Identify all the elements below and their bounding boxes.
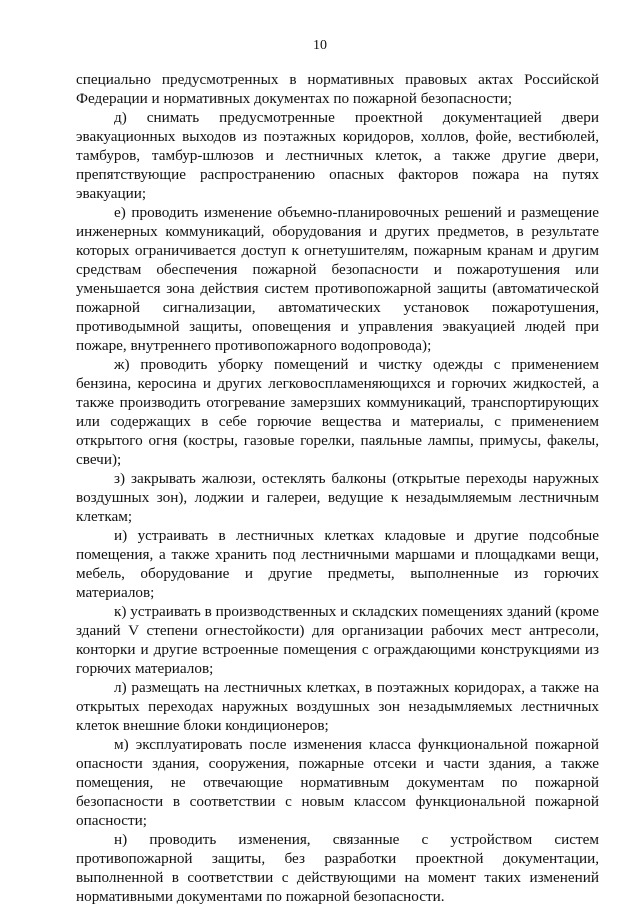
paragraph-item-k: к) устраивать в производственных и складских помещениях зданий (кроме зданий V степени огнестойкости) для организации рабочих мест антресоли, конторки и другие встроенные помещения с ограждающими конструкциями из горючих материалов; — [76, 603, 599, 677]
paragraph-item-m: м) эксплуатировать после изменения класса функциональной пожарной опасности здания, сооружения, пожарные отсеки и части здания, а также помещения, не отвечающие нормативным документам по пожарной безопасности в соответствии с новым классом функциональной пожарной опасности; — [76, 736, 599, 829]
paragraph-item-e: е) проводить изменение объемно-планировочных решений и размещение инженерных коммуникаций, оборудования и других предметов, в результате которых ограничивается доступ к огнетушителям, пожарным кранам и другим средствам обеспечения пожарной безопасности и пожаротушения или уменьшается зона действия систем противопожарной защиты (автоматической пожарной сигнализации, автоматических установок пожаротушения, противодымной защиты, оповещения и управления эвакуацией людей при пожаре, внутреннего противопожарного водопровода); — [76, 204, 599, 354]
paragraph-continuation: специально предусмотренных в нормативных правовых актах Российской Федерации и нормативных документах по пожарной безопасности; — [76, 71, 599, 107]
paragraph-item-z: з) закрывать жалюзи, остеклять балконы (открытые переходы наружных воздушных зон), лоджии и галереи, ведущие к незадымляемым лестничным клеткам; — [76, 470, 599, 525]
paragraph-item-l: л) размещать на лестничных клетках, в поэтажных коридорах, а также на открытых переходах наружных воздушных зон незадымляемых лестничных клеток внешние блоки кондиционеров; — [76, 679, 599, 734]
paragraph-item-zh: ж) проводить уборку помещений и чистку одежды с применением бензина, керосина и других легковоспламеняющихся и горючих жидкостей, а также производить отогревание замерзших коммуникаций, транспортирующих или содержащих в себе горючие вещества и материалы, с применением открытого огня (костры, газовые горелки, паяльные лампы, примусы, факелы, свечи); — [76, 356, 599, 468]
paragraph-item-d: д) снимать предусмотренные проектной документацией двери эвакуационных выходов из поэтажных коридоров, холлов, фойе, вестибюлей, тамбуров, тамбур-шлюзов и лестничных клеток, а также другие двери, препятствующие распространению опасных факторов пожара на путях эвакуации; — [76, 109, 599, 202]
paragraph-item-n: н) проводить изменения, связанные с устройством систем противопожарной защиты, без разработки проектной документации, выполненной в соответствии с действующими на момент таких изменений нормативными документами по пожарной безопасности. — [76, 831, 599, 905]
page-number: 10 — [313, 38, 327, 53]
paragraph-item-i: и) устраивать в лестничных клетках кладовые и другие подсобные помещения, а также хранить под лестничными маршами и площадками вещи, мебель, оборудование и другие предметы, выполненные из горючих материалов; — [76, 527, 599, 601]
document-body — [76, 70, 599, 906]
